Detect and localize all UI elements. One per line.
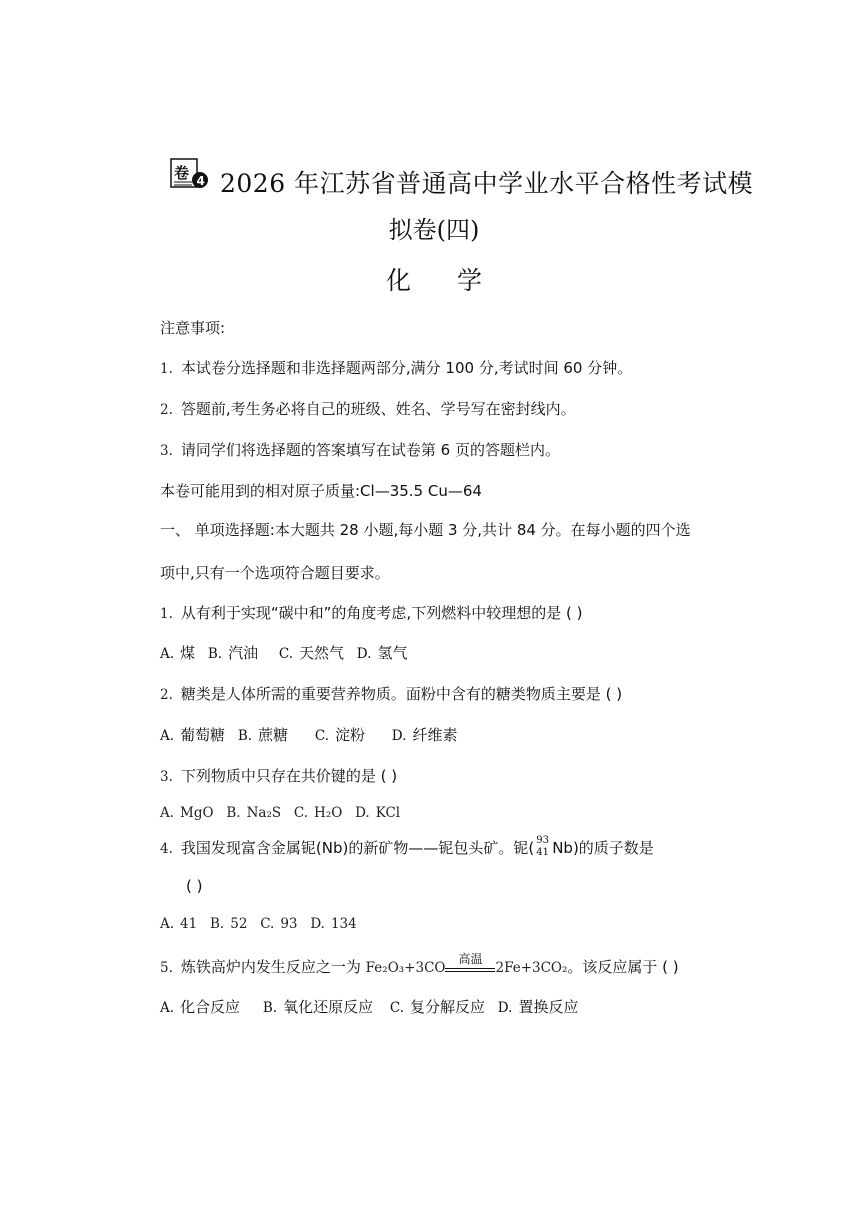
title-row — [170, 158, 754, 208]
option-c[interactable]: C. 淀粉 — [314, 726, 366, 744]
svg-text:卷: 卷 — [174, 164, 190, 182]
note-text: 本试卷分选择题和非选择题两部分,满分 100 分,考试时间 60 分钟。 — [180, 359, 633, 377]
question-5-options — [160, 996, 586, 1017]
option-a[interactable]: A. MgO — [160, 805, 214, 821]
option-c[interactable]: C. 天然气 — [278, 644, 345, 662]
svg-text:4: 4 — [196, 174, 205, 188]
volume-badge-icon — [170, 158, 210, 192]
note-text: 请同学们将选择题的答案填写在试卷第 6 页的答题栏内。 — [180, 441, 560, 459]
option-b[interactable]: B. 氧化还原反应 — [262, 998, 374, 1016]
note-item-3 — [160, 439, 560, 460]
note-number: 3. — [160, 443, 173, 459]
question-5-stem — [160, 952, 679, 977]
exam-title-line1: 2026 年江苏省普通高中学业水平合格性考试模 — [220, 169, 754, 198]
nuclide-notation — [534, 834, 552, 858]
option-b[interactable]: B. 汽油 — [207, 644, 259, 662]
equation-left: Fe₂O₃+3CO — [365, 960, 446, 976]
note-number: 1. — [160, 361, 173, 377]
question-2-options — [160, 724, 465, 745]
question-number: 4. — [160, 841, 173, 857]
question-text: 炼铁高炉内发生反应之一为 — [180, 958, 366, 976]
option-d[interactable]: D. KCl — [355, 805, 401, 821]
option-b[interactable]: B. Na₂S — [226, 805, 282, 821]
question-2-stem — [160, 683, 622, 704]
question-3-stem — [160, 765, 397, 786]
question-4-answer-blank: ( ) — [186, 877, 203, 895]
equation-right: 2Fe+3CO₂ — [495, 960, 568, 976]
question-text: 糖类是人体所需的重要营养物质。面粉中含有的糖类物质主要是 ( ) — [180, 685, 623, 703]
option-b[interactable]: B. 蔗糖 — [237, 726, 289, 744]
option-d[interactable]: D. 纤维素 — [391, 726, 458, 744]
subject-heading: 化 学 — [386, 266, 482, 295]
condition-label: 高温 — [458, 952, 483, 966]
question-number: 5. — [160, 960, 173, 976]
option-d[interactable]: D. 134 — [310, 916, 357, 932]
option-a[interactable]: A. 葡萄糖 — [160, 726, 226, 744]
option-c[interactable]: C. 93 — [260, 916, 298, 932]
question-1-stem — [160, 602, 582, 623]
question-number: 1. — [160, 606, 173, 622]
atomic-number: 41 — [536, 846, 549, 858]
question-number: 3. — [160, 769, 173, 785]
mass-number: 93 — [536, 834, 549, 846]
question-3-options — [160, 803, 408, 821]
question-4-options — [160, 914, 365, 932]
question-1-options — [160, 642, 415, 663]
option-d[interactable]: D. 置换反应 — [497, 998, 579, 1016]
option-a[interactable]: A. 煤 — [160, 644, 196, 662]
note-item-2 — [160, 398, 576, 419]
option-c[interactable]: C. H₂O — [293, 805, 343, 821]
notes-heading: 注意事项: — [160, 319, 226, 337]
question-text: 我国发现富含金属铌(Nb)的新矿物——铌包头矿。铌( — [180, 839, 535, 857]
option-a[interactable]: A. 化合反应 — [160, 998, 241, 1016]
option-a[interactable]: A. 41 — [160, 916, 198, 932]
exam-title-line2: 拟卷(四) — [388, 216, 480, 244]
equals-sign — [445, 968, 495, 972]
note-text: 答题前,考生务必将自己的班级、姓名、学号写在密封线内。 — [180, 400, 576, 418]
option-b[interactable]: B. 52 — [210, 916, 248, 932]
option-d[interactable]: D. 氢气 — [356, 644, 408, 662]
question-text: 从有利于实现“碳中和”的角度考虑,下列燃料中较理想的是 ( ) — [180, 604, 583, 622]
atomic-mass-note: 本卷可能用到的相对原子质量:Cl—35.5 Cu—64 — [160, 482, 482, 500]
question-text-cont: 。该反应属于 ( ) — [567, 958, 679, 976]
note-item-1 — [160, 357, 632, 378]
section-instructions-line2: 项中,只有一个选项符合题目要求。 — [160, 564, 390, 582]
question-text-cont: Nb)的质子数是 — [552, 839, 654, 857]
question-text: 下列物质中只存在共价键的是 ( ) — [180, 767, 398, 785]
question-4-stem — [160, 834, 654, 858]
option-c[interactable]: C. 复分解反应 — [389, 998, 486, 1016]
reaction-condition — [445, 952, 495, 972]
note-number: 2. — [160, 402, 173, 418]
question-number: 2. — [160, 687, 173, 703]
section-instructions-line1: 一、 单项选择题:本大题共 28 小题,每小题 3 分,共计 84 分。在每小题的四个选 — [160, 521, 691, 539]
